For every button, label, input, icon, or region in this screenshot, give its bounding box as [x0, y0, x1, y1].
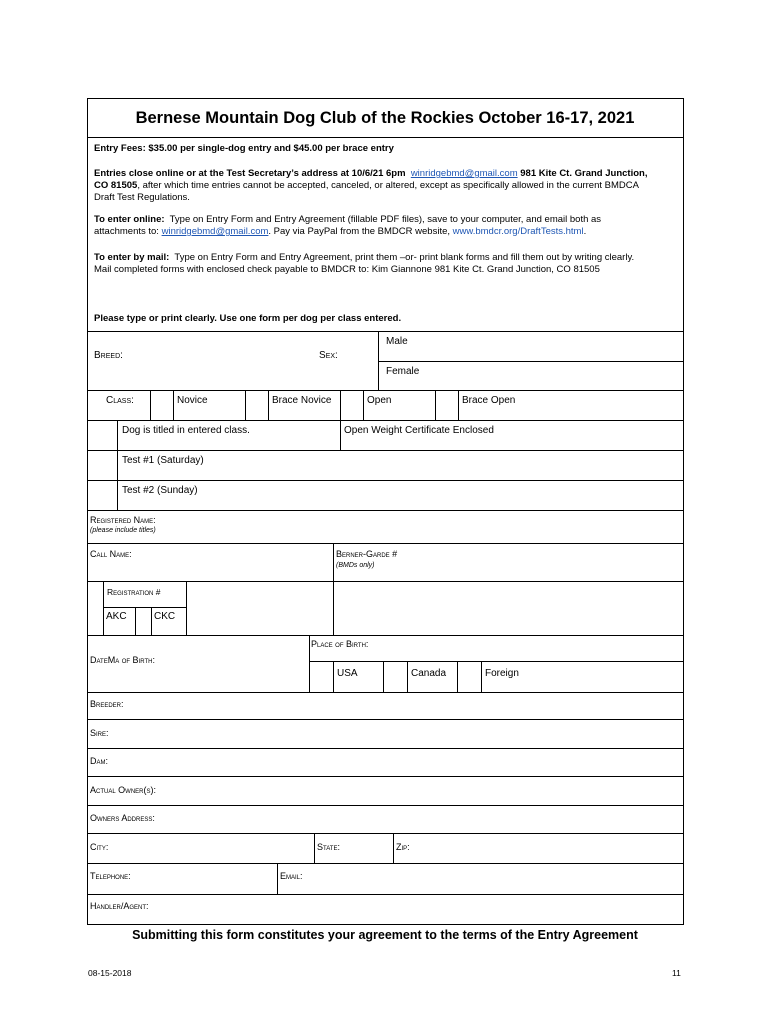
handler-label: Handler/Agent: — [90, 901, 149, 911]
vrule-b — [173, 390, 174, 420]
test2-label: Test #2 (Sunday) — [122, 485, 198, 496]
rule-1 — [87, 331, 684, 332]
call-name-field[interactable] — [150, 545, 330, 579]
vrule-canada — [407, 661, 408, 692]
owners-address-label: Owners Address: — [90, 813, 155, 823]
online-text: Type on Entry Form and Entry Agreement (fillable PDF files), save to your computer, and email both as attachments to: — [94, 214, 602, 237]
print-instructions: Please type or print clearly. Use one form per dog per class entered. — [94, 313, 402, 324]
test1-checkbox[interactable] — [88, 451, 117, 480]
novice-checkbox[interactable] — [151, 391, 173, 420]
page-number: 11 — [672, 968, 681, 978]
form-title: Bernese Mountain Dog Club of the Rockies October 16-17, 2021 — [135, 109, 635, 127]
vrule-email — [277, 863, 278, 894]
breed-field[interactable] — [140, 340, 300, 370]
rule-4 — [87, 450, 684, 451]
online-end: . — [583, 226, 587, 237]
reg-akc: AKC — [106, 611, 127, 622]
telephone-label: Telephone: — [90, 871, 131, 881]
entry-fees: Entry Fees: $35.00 per single-dog entry and $45.00 per brace entry — [94, 143, 394, 154]
usa-checkbox[interactable] — [384, 662, 407, 692]
sire-label: Sire: — [90, 728, 109, 738]
bmds-only-note: (BMDs only) — [336, 562, 375, 569]
vrule-d — [268, 390, 269, 420]
rule-12 — [87, 748, 684, 749]
vrule-state — [314, 833, 315, 863]
handler-field[interactable] — [170, 896, 680, 923]
vrule-ckc — [151, 607, 152, 635]
vrule-pob — [309, 635, 310, 692]
rule-15 — [87, 833, 684, 834]
city-field[interactable] — [120, 835, 310, 862]
vrule-berner — [333, 543, 334, 635]
owc-label: Open Weight Certificate Enclosed — [344, 425, 494, 436]
footer-date: 08-15-2018 — [88, 968, 132, 978]
canada-checkbox[interactable] — [458, 662, 481, 692]
rule-13 — [87, 776, 684, 777]
vrule-test-box — [117, 420, 118, 510]
rule-8 — [87, 581, 684, 582]
test1-label: Test #1 (Saturday) — [122, 455, 204, 466]
mail-text: Type on Entry Form and Entry Agreement, print them –or- print blank forms and fill them out by writing clearly. Mail completed forms with enclosed check payable to BMDCR to: Kim Giannone 981 Kite Ct. Grand Junction, CO 81505 — [94, 252, 635, 275]
test2-checkbox[interactable] — [88, 481, 117, 510]
rule-14 — [87, 805, 684, 806]
rule-5 — [87, 480, 684, 481]
breeder-label: Breeder: — [90, 699, 124, 709]
reg-ckc: CKC — [154, 611, 176, 622]
close-rest: , after which time entries cannot be accepted, canceled, or altered, except as specifically allowed in the current BMDCA Draft Test Regulations. — [94, 180, 639, 203]
titled-checkbox[interactable] — [88, 421, 117, 450]
online-email-link[interactable]: winridgebmd@gmail.com — [161, 226, 269, 237]
state-label: State: — [317, 842, 340, 852]
entries-close-paragraph — [94, 168, 654, 204]
class-novice: Novice — [177, 395, 208, 406]
title-divider — [87, 137, 684, 138]
rule-11 — [87, 719, 684, 720]
city-label: City: — [90, 842, 109, 852]
rule-7 — [87, 543, 684, 544]
email-label: Email: — [280, 871, 303, 881]
vrule-zip — [393, 833, 394, 863]
dam-field[interactable] — [150, 750, 680, 775]
rule-17 — [87, 894, 684, 895]
rule-2 — [87, 390, 684, 391]
class-label: Class: — [106, 395, 134, 406]
online-text2: . Pay via PayPal from the BMDCR website, — [268, 226, 451, 237]
berner-garde-label: Berner-Garde # — [336, 549, 398, 559]
rule-16 — [87, 863, 684, 864]
actual-owner-field[interactable] — [180, 778, 680, 804]
breeder-field[interactable] — [150, 694, 680, 718]
close-lead: Entries close online or at the Test Secretary’s address at 10/6/21 6pm — [94, 168, 406, 179]
rule-6 — [87, 510, 684, 511]
call-name-label: Call Name: — [90, 549, 132, 559]
registration-label: Registration # — [107, 587, 161, 597]
zip-field[interactable] — [420, 835, 680, 862]
vrule-reg-left — [103, 581, 104, 635]
vrule-foreign — [481, 661, 482, 692]
date-of-birth-label: DateMa of Birth: — [90, 655, 155, 665]
registered-name-note: (please include titles) — [90, 527, 156, 534]
sex-label: Sex: — [319, 350, 338, 361]
titled-label: Dog is titled in entered class. — [122, 425, 250, 436]
pob-usa: USA — [337, 668, 358, 679]
sex-option-female[interactable]: Female — [386, 366, 420, 377]
registered-name-field[interactable] — [200, 512, 680, 542]
owners-address-field[interactable] — [180, 807, 680, 832]
brace-open-checkbox[interactable] — [436, 391, 458, 420]
enter-by-mail-paragraph — [94, 252, 654, 276]
state-field[interactable] — [350, 835, 390, 862]
draft-tests-link[interactable]: www.bmdcr.org/DraftTests.html — [452, 226, 584, 237]
rule-3 — [87, 420, 684, 421]
secretary-email-link[interactable]: winridgebmd@gmail.com — [410, 168, 518, 179]
place-of-birth-label: Place of Birth: — [311, 639, 369, 649]
vrule-f — [363, 390, 364, 420]
zip-label: Zip: — [396, 842, 410, 852]
rule-sex-split — [378, 361, 684, 362]
class-brace-open: Brace Open — [462, 395, 516, 406]
email-field[interactable] — [320, 865, 680, 893]
class-open: Open — [367, 395, 392, 406]
registered-name-label: Registered Name: — [90, 515, 156, 525]
vrule-reg-right — [186, 581, 187, 635]
rule-10 — [87, 692, 684, 693]
sex-option-male[interactable]: Male — [386, 336, 408, 347]
rule-9 — [87, 635, 684, 636]
akc-checkbox[interactable] — [136, 608, 151, 635]
vrule-usa — [333, 661, 334, 692]
breed-label: Breed: — [94, 350, 123, 361]
date-of-birth-field[interactable] — [180, 648, 300, 678]
class-brace-novice: Brace Novice — [272, 395, 332, 406]
sire-field[interactable] — [150, 721, 680, 747]
close-address: 981 Kite Ct. Grand Junction, CO 81505 — [94, 168, 648, 191]
vrule-sex — [378, 331, 379, 390]
online-label: To enter online: — [94, 214, 165, 225]
rule-pob-split — [309, 661, 684, 662]
open-checkbox[interactable] — [341, 391, 363, 420]
telephone-field[interactable] — [150, 865, 274, 893]
mail-label: To enter by mail: — [94, 252, 170, 263]
brace-novice-checkbox[interactable] — [246, 391, 268, 420]
vrule-h — [458, 390, 459, 420]
actual-owner-label: Actual Owner(s): — [90, 785, 157, 795]
dam-label: Dam: — [90, 756, 108, 766]
agreement-notice: Submitting this form constitutes your agreement to the terms of the Entry Agreement — [132, 928, 638, 942]
pob-foreign: Foreign — [485, 668, 519, 679]
enter-online-paragraph — [94, 214, 654, 238]
pob-canada: Canada — [411, 668, 447, 679]
